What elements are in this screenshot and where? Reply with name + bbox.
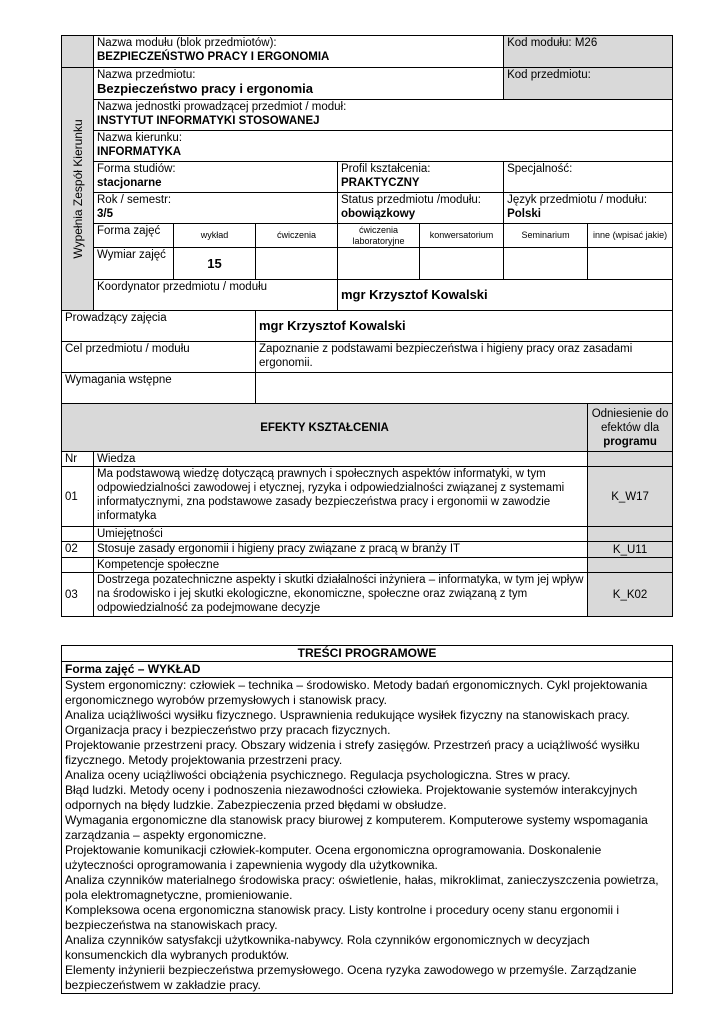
effect-nr: 01 <box>62 467 94 527</box>
class-hours-label: Wymiar zajęć <box>94 248 174 280</box>
status-value: obowiązkowy <box>341 208 416 220</box>
study-form-cell <box>94 162 338 193</box>
status-label: Status przedmiotu /modułu: <box>341 194 481 206</box>
module-code-cell <box>504 36 673 68</box>
program-item: Kompleksowa ocena ergonomiczna stanowisk pracy. Listy kontrolne i procedury oceny stanu ergonomii i bezpieczeństwa na stanowiskach pracy. <box>65 903 620 932</box>
coordinator-value: mgr Krzysztof Kowalski <box>338 280 673 311</box>
effect-text: Ma podstawową wiedzę dotyczącą prawnych i społecznych aspektów informatyki, w tym odpowiedzialności zawodowej i etycznej, ryzyka i odpowiedzialności związanej z systemami informatycznymi, zna podstawowe zasady bezpieczeństwa pracy i ergonomii w zawodzie informatyka <box>94 467 588 527</box>
program-item: Błąd ludzki. Metody oceny i podnoszenia niezawodności człowieka. Projektowanie systemów interakcyjnych odpornych na błędy ludzkie. Zabezpieczenia przed błędami w obsłudze. <box>65 783 638 812</box>
sidebar-vertical-cell <box>62 68 94 311</box>
profile-cell <box>338 162 504 193</box>
module-code-label: Kod modułu: <box>507 37 572 49</box>
program-item: Analiza uciążliwości wysiłku fizycznego. Usprawnienia redukujące wysiłek fizyczny na stanowiskach pracy. Organizacja pracy i bezpieczeństwo przy pracach fizycznych. <box>65 708 630 737</box>
unit-cell <box>94 100 673 131</box>
class-type-exercises: ćwiczenia <box>256 224 338 248</box>
class-type-lecture: wykład <box>174 224 256 248</box>
ref-spacer-3 <box>588 558 673 573</box>
study-form-value: stacjonarne <box>97 177 162 189</box>
skills-nr-spacer <box>62 527 94 542</box>
ref-spacer-2 <box>588 527 673 542</box>
effect-text: Stosuje zasady ergonomii i higieny pracy związane z pracą w branży IT <box>94 542 588 558</box>
program-item: System ergonomiczny: człowiek – technika – środowisko. Metody badań ergonomicznych. Cykl projektowania ergonomicznego wyrobów przemysłowych i stanowisk pracy. <box>65 678 648 707</box>
class-type-conversation: konwersatorium <box>420 224 504 248</box>
class-form-label: Forma zajęć <box>94 224 174 248</box>
subject-code-cell <box>504 68 673 100</box>
language-label: Język przedmiotu / modułu: <box>507 194 648 206</box>
year-value: 3/5 <box>97 208 113 220</box>
sidebar-vertical-label: Wypełnia Zespół Kierunku <box>70 119 85 259</box>
program-item: Projektowanie komunikacji człowiek-komputer. Ocena ergonomiczna oprogramowania. Doskonalenie użyteczności oprogramowania i zapewnienia wygody dla użytkownika. <box>65 843 602 872</box>
module-code-value: M26 <box>574 37 598 49</box>
effects-ref-header <box>588 404 673 452</box>
unit-label: Nazwa jednostki prowadzącej przedmiot / moduł: <box>97 101 347 113</box>
competence-header: Kompetencje społeczne <box>94 558 588 573</box>
program-item: Wymagania ergonomiczne dla stanowisk pracy biurowej z komputerem. Komputerowe systemy wspomagania zarządzania – aspekty ergonomiczne. <box>65 813 648 842</box>
profile-label: Profil kształcenia: <box>341 163 431 175</box>
module-name-label: Nazwa modułu (blok przedmiotów): <box>97 37 277 49</box>
goal-label: Cel przedmiotu / modułu <box>62 342 256 373</box>
effect-ref: K_U11 <box>588 542 673 558</box>
program-item: Elementy inżynierii bezpieczeństwa przemysłowego. Ocena ryzyka zawodowego w przemyśle. Zarządzanie bezpieczeństwem w zakładzie pracy. <box>65 963 637 992</box>
prereq-label: Wymagania wstępne <box>62 373 256 404</box>
goal-value: Zapoznanie z podstawami bezpieczeństwa i higieny pracy oraz zasadami ergonomii. <box>256 342 673 373</box>
status-cell <box>338 193 504 224</box>
program-items <box>62 678 673 994</box>
hours-exercises <box>256 248 338 280</box>
teacher-value: mgr Krzysztof Kowalski <box>256 311 673 342</box>
hours-lab <box>338 248 420 280</box>
program-title: TREŚCI PROGRAMOWE <box>62 646 673 662</box>
subject-cell <box>94 68 504 100</box>
competence-nr-spacer <box>62 558 94 573</box>
field-value: INFORMATYKA <box>97 146 182 158</box>
field-cell <box>94 131 673 162</box>
ref-spacer-1 <box>588 452 673 467</box>
effect-text: Dostrzega pozatechniczne aspekty i skutki działalności inżyniera – informatyka, w tym jej wpływ na środowisko i jej skutki ekologiczne, ekonomiczne, społeczne oraz związaną z tym odpowiedzialność za podejmowane decyzje <box>94 573 588 617</box>
year-cell <box>94 193 338 224</box>
module-name-cell <box>94 36 504 68</box>
program-item: Analiza czynników satysfakcji użytkownika-nabywcy. Rola czynników ergonomicznych w decyzjach konsumenckich dla wybranych produktów. <box>65 933 590 962</box>
prereq-value <box>256 373 673 404</box>
teacher-label: Prowadzący zajęcia <box>62 311 256 342</box>
program-item: Analiza czynników materialnego środowiska pracy: oświetlenie, hałas, mikroklimat, zanieczyszczenia powietrza, pola elektromagnetyczne, promieniowanie. <box>65 873 659 902</box>
hours-lecture: 15 <box>174 248 256 280</box>
language-cell <box>504 193 673 224</box>
effect-nr: 02 <box>62 542 94 558</box>
class-type-lab: ćwiczenia laboratoryjne <box>338 224 420 248</box>
effects-title: EFEKTY KSZTAŁCENIA <box>62 404 588 452</box>
specialty-cell <box>504 162 673 193</box>
effect-nr: 03 <box>62 573 94 617</box>
module-name-value: BEZPIECZEŃSTWO PRACY I ERGONOMIA <box>97 51 330 63</box>
sidebar-top-cell <box>62 36 94 68</box>
specialty-label: Specjalność: <box>507 163 573 175</box>
study-form-label: Forma studiów: <box>97 163 176 175</box>
program-form-title: Forma zajęć – WYKŁAD <box>62 662 673 678</box>
language-value: Polski <box>507 208 541 220</box>
program-item: Projektowanie przestrzeni pracy. Obszary widzenia i strefy zasięgów. Przestrzeń pracy a uciążliwość wysiłku fizycznego. Metody projektowania przestrzeni pracy. <box>65 738 640 767</box>
coordinator-label: Koordynator przedmiotu / modułu <box>94 280 338 311</box>
unit-value: INSTYTUT INFORMATYKI STOSOWANEJ <box>97 115 320 127</box>
hours-other <box>588 248 673 280</box>
effects-ref-header-line1: Odniesienie do efektów dla <box>591 407 669 434</box>
skills-header: Umiejętności <box>94 527 588 542</box>
knowledge-header: Wiedza <box>94 452 588 467</box>
module-card-table <box>61 35 673 617</box>
nr-header: Nr <box>62 452 94 467</box>
hours-conversation <box>420 248 504 280</box>
subject-label: Nazwa przedmiotu: <box>97 69 196 81</box>
program-item: Analiza oceny uciążliwości obciążenia psychicznego. Regulacja psychologiczna. Stres w pracy. <box>65 768 571 782</box>
subject-value: Bezpieczeństwo pracy i ergonomia <box>97 81 314 96</box>
class-type-other: inne (wpisać jakie) <box>588 224 673 248</box>
profile-value: PRAKTYCZNY <box>341 177 420 189</box>
effect-ref: K_K02 <box>588 573 673 617</box>
hours-seminar <box>504 248 588 280</box>
effect-ref: K_W17 <box>588 467 673 527</box>
program-table <box>61 645 673 994</box>
field-label: Nazwa kierunku: <box>97 132 183 144</box>
subject-code-label: Kod przedmiotu: <box>507 69 591 81</box>
year-label: Rok / semestr: <box>97 194 172 206</box>
effects-ref-header-line2: programu <box>603 435 657 448</box>
class-type-seminar: Seminarium <box>504 224 588 248</box>
